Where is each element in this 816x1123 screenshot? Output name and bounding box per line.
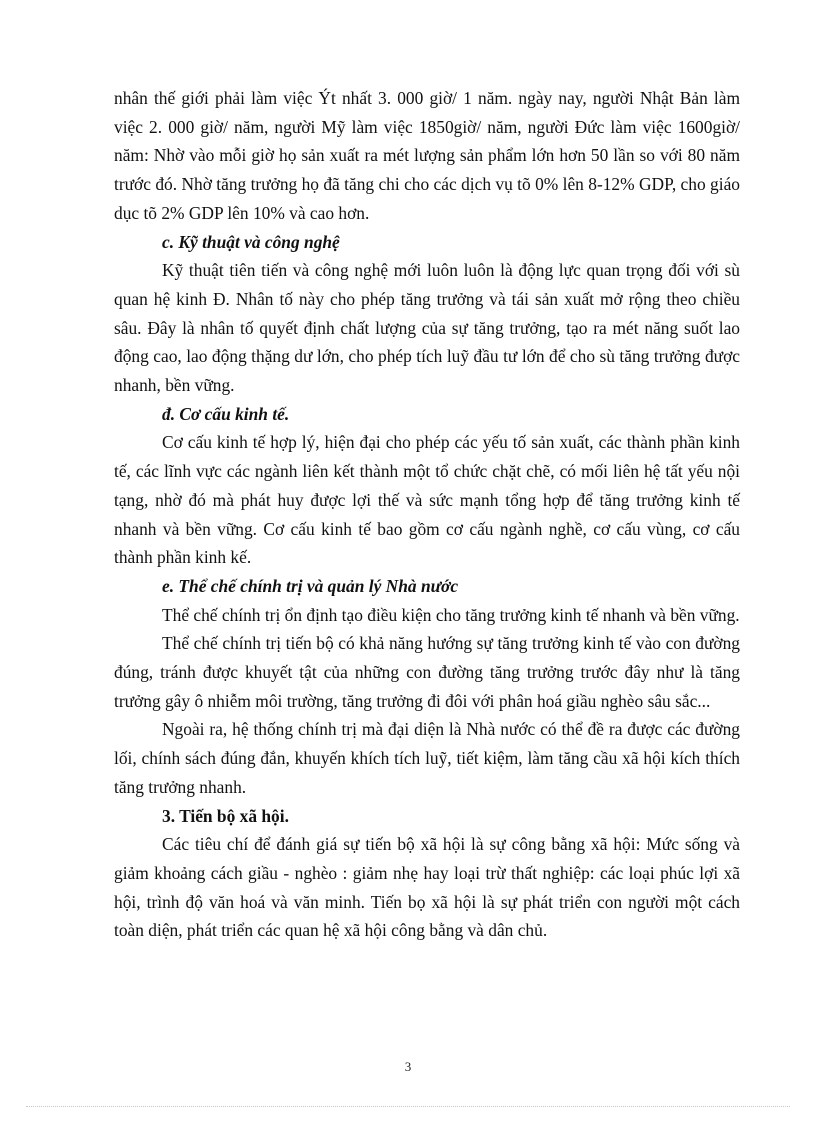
document-body [114,84,740,945]
paragraph-economic-structure: Cơ cấu kinh tế hợp lý, hiện đại cho phép các yếu tố sản xuất, các thành phần kinh tế, các lĩnh vực các ngành liên kết thành một tổ chức chặt chẽ, có mối liên hệ tất yếu nội tạng, nhờ đó mà phát huy được lợi thế và sức mạnh tổng hợp để tăng trưởng kinh tế nhanh và bền vững. Cơ cấu kinh tế bao gồm cơ cấu ngành nghề, cơ cấu vùng, cơ cấu thành phần kinh kế. [114,432,740,568]
heading-political-institutions: e. Thể chế chính trị và quản lý Nhà nước [162,575,459,596]
paragraph-political-stability: Thể chế chính trị ổn định tạo điều kiện cho tăng trưởng kinh tế nhanh và bền vững. [162,604,740,625]
heading-economic-structure: đ. Cơ cấu kinh tế. [162,403,290,424]
paragraph-intro-continuation: nhân thế giới phải làm việc Ýt nhất 3. 000 giờ/ 1 năm. ngày nay, người Nhật Bản làm việc 2. 000 giờ/ năm, người Mỹ làm việc 1850giờ/ năm, người Đức làm việc 1600giờ/ năm: Nhờ vào mỗi giờ họ sản xuất ra mét lượng sản phẩm lớn hơn 50 lần so với 80 năm trước đó. Nhờ tăng trưởng họ đã tăng chi cho các dịch vụ tõ 0% lên 8-12% GDP, cho giáo dục tõ 2% GDP lên 10% và cao hơn. [114,88,740,223]
heading-social-progress: 3. Tiến bộ xã hội. [162,805,289,826]
paragraph-social-progress: Các tiêu chí để đánh giá sự tiến bộ xã hội là sự công bằng xã hội: Mức sống và giảm khoảng cách giầu - nghèo : giảm nhẹ hay loại trừ thất nghiệp: các loại phúc lợi xã hội, trình độ văn hoá và văn minh. Tiến bọ xã hội là sự phát triển con người một cách toàn diện, phát triển các quan hệ xã hội công bằng và dân chủ. [114,834,740,941]
paragraph-state-role: Ngoài ra, hệ thống chính trị mà đại diện là Nhà nước có thể đề ra được các đường lối, chính sách đúng đắn, khuyến khích tích luỹ, tiết kiệm, làm tăng cầu xã hội kích thích tăng trưởng nhanh. [114,719,740,797]
paragraph-political-progress: Thể chế chính trị tiến bộ có khả năng hướng sự tăng trưởng kinh tế vào con đường đúng, tránh được khuyết tật của những con đường tăng trưởng trước đây như là tăng trưởng gây ô nhiễm môi trường, tăng trưởng đi đôi với phân hoá giầu nghèo sâu sắc... [114,633,740,711]
heading-technology: c. Kỹ thuật và công nghệ [162,231,340,252]
paragraph-technology: Kỹ thuật tiên tiến và công nghệ mới luôn luôn là động lực quan trọng đối với sù quan hệ kinh Đ. Nhân tố này cho phép tăng trưởng và tái sản xuất mở rộng theo chiều sâu. Đây là nhân tố quyết định chất lượng của sự tăng trưởng, tạo ra mét năng suốt lao động cao, lao động thặng dư lớn, cho phép tích luỹ đầu tư lớn để cho sù tăng trưởng được nhanh, bền vững. [114,260,740,396]
page-number: 3 [404,1059,412,1074]
page-bottom-divider [26,1106,790,1107]
